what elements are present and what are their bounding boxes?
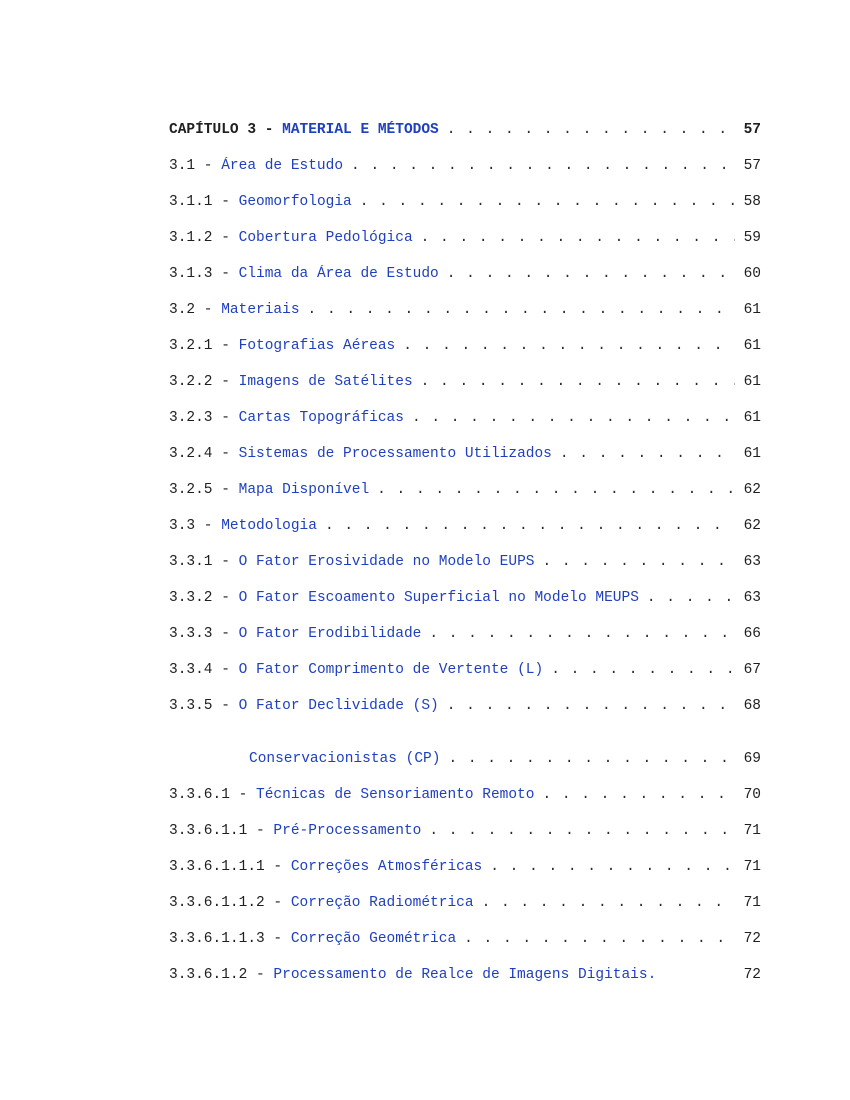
toc-entry[interactable] xyxy=(169,820,761,856)
toc-entry[interactable] xyxy=(169,695,761,731)
section-title[interactable]: Cobertura Pedológica xyxy=(238,230,413,246)
dot-leader xyxy=(325,517,735,535)
toc-entry[interactable] xyxy=(169,928,761,964)
section-number: 3.3.2 - xyxy=(169,590,239,606)
section-number: 3.3.6.1.1.3 - xyxy=(169,931,291,947)
page-number: 61 xyxy=(743,302,761,318)
page-number: 62 xyxy=(743,482,761,498)
section-number: 3.2.4 - xyxy=(169,446,239,462)
section-title[interactable]: Correções Atmosféricas xyxy=(290,859,483,875)
toc-entry[interactable] xyxy=(169,587,761,623)
page-number: 60 xyxy=(743,266,761,282)
dot-leader xyxy=(421,229,735,247)
toc-entry[interactable] xyxy=(169,407,761,443)
dot-leader xyxy=(308,301,735,319)
section-title[interactable]: O Fator Declividade (S) xyxy=(238,698,439,714)
section-number: 3.1.2 - xyxy=(169,230,239,246)
page-number: 58 xyxy=(743,194,761,210)
section-number: 3.3 - xyxy=(169,518,222,534)
section-title[interactable]: O Fator Erodibilidade xyxy=(238,626,422,642)
dot-leader xyxy=(448,750,735,768)
toc-entry[interactable] xyxy=(169,443,761,479)
section-number: 3.3.6.1 - xyxy=(169,787,257,803)
section-number: 3.3.3 - xyxy=(169,626,239,642)
section-number: 3.2.2 - xyxy=(169,374,239,390)
section-number: 3.1 - xyxy=(169,158,222,174)
toc-entry[interactable] xyxy=(169,623,761,659)
toc-entry[interactable] xyxy=(169,515,761,551)
dot-leader xyxy=(429,822,735,840)
section-title[interactable]: O Fator Erosividade no Modelo EUPS xyxy=(238,554,535,570)
toc-entry[interactable] xyxy=(169,155,761,191)
section-number: 3.3.1 - xyxy=(169,554,239,570)
page-number: 67 xyxy=(743,662,761,678)
toc-entry[interactable] xyxy=(169,227,761,263)
section-title[interactable]: Técnicas de Sensoriamento Remoto xyxy=(256,787,535,803)
toc-entry[interactable] xyxy=(169,371,761,407)
page-number: 57 xyxy=(743,158,761,174)
toc-entry[interactable] xyxy=(169,784,761,820)
dot-leader xyxy=(490,858,735,876)
dot-leader xyxy=(412,409,735,427)
dot-leader xyxy=(542,786,735,804)
dot-leader xyxy=(647,589,735,607)
page-number: 72 xyxy=(743,931,761,947)
dot-leader xyxy=(542,553,735,571)
section-title[interactable]: Correção Geométrica xyxy=(290,931,457,947)
section-title[interactable]: Área de Estudo xyxy=(221,158,344,174)
section-title[interactable]: Pré-Processamento xyxy=(273,823,422,839)
page-number: 66 xyxy=(743,626,761,642)
toc-entry[interactable] xyxy=(169,263,761,299)
page-number: 57 xyxy=(743,122,761,138)
dot-leader xyxy=(377,481,735,499)
toc-entry[interactable] xyxy=(169,335,761,371)
section-title[interactable]: Mapa Disponível xyxy=(238,482,370,498)
page-number: 61 xyxy=(743,374,761,390)
section-number: 3.2.1 - xyxy=(169,338,239,354)
section-title[interactable]: Processamento de Realce de Imagens Digitais. xyxy=(273,967,657,983)
toc-entry[interactable] xyxy=(169,731,761,784)
section-title[interactable]: O Fator Comprimento de Vertente (L) xyxy=(238,662,544,678)
page-number: 59 xyxy=(743,230,761,246)
section-title[interactable]: O Fator Escoamento Superficial no Modelo MEUPS xyxy=(238,590,639,606)
section-title[interactable]: Clima da Área de Estudo xyxy=(238,266,439,282)
section-number: CAPÍTULO 3 - xyxy=(169,122,283,138)
dot-leader xyxy=(447,265,735,283)
dot-leader xyxy=(360,193,735,211)
section-number: 3.2 - xyxy=(169,302,222,318)
toc-entry[interactable] xyxy=(169,479,761,515)
toc-entry[interactable] xyxy=(169,856,761,892)
section-number: 3.3.6.1.2 - xyxy=(169,967,274,983)
dot-leader xyxy=(447,697,735,715)
section-title[interactable]: Geomorfologia xyxy=(238,194,352,210)
section-number: 3.3.5 - xyxy=(169,698,239,714)
toc-entry[interactable] xyxy=(169,191,761,227)
section-number: 3.1.3 - xyxy=(169,266,239,282)
toc-entry[interactable] xyxy=(169,119,761,155)
section-title[interactable]: Correção Radiométrica xyxy=(290,895,474,911)
dot-leader xyxy=(403,337,735,355)
section-number: 3.3.6.1.1 - xyxy=(169,823,274,839)
page-number: 72 xyxy=(743,967,761,983)
section-title[interactable]: MATERIAL E MÉTODOS xyxy=(282,122,439,138)
page-number: 62 xyxy=(743,518,761,534)
section-number: 3.3.6.1.1.2 - xyxy=(169,895,291,911)
page-number: 63 xyxy=(743,554,761,570)
section-number: 3.3.6.1.1.1 - xyxy=(169,859,291,875)
toc-entry[interactable] xyxy=(169,299,761,335)
table-of-contents xyxy=(169,119,761,1000)
section-number: 3.1.1 - xyxy=(169,194,239,210)
dot-leader xyxy=(551,661,735,679)
section-title[interactable]: Sistemas de Processamento Utilizados xyxy=(238,446,552,462)
dot-leader xyxy=(447,121,735,139)
page-number: 61 xyxy=(743,410,761,426)
page-number: 71 xyxy=(743,895,761,911)
toc-entry[interactable] xyxy=(169,964,761,1000)
section-title[interactable]: Metodologia xyxy=(221,518,317,534)
section-title[interactable]: Imagens de Satélites xyxy=(238,374,413,390)
dot-leader xyxy=(351,157,735,175)
toc-entry[interactable] xyxy=(169,659,761,695)
dot-leader xyxy=(429,625,735,643)
page-number: 61 xyxy=(743,446,761,462)
section-title[interactable]: Materiais xyxy=(221,302,300,318)
page-number: 63 xyxy=(743,590,761,606)
section-number: 3.3.4 - xyxy=(169,662,239,678)
page-number: 69 xyxy=(743,751,761,767)
section-title[interactable]: Fotografias Aéreas xyxy=(238,338,396,354)
page-number: 68 xyxy=(743,698,761,714)
page-number: 71 xyxy=(743,823,761,839)
page-number: 61 xyxy=(743,338,761,354)
page-number: 71 xyxy=(743,859,761,875)
page-number: 70 xyxy=(743,787,761,803)
dot-leader xyxy=(464,930,735,948)
section-title[interactable]: Cartas Topográficas xyxy=(238,410,404,426)
section-number: 3.2.5 - xyxy=(169,482,239,498)
dot-leader xyxy=(421,373,735,391)
dot-leader xyxy=(482,894,735,912)
section-title-continuation[interactable]: Conservacionistas (CP) xyxy=(249,751,441,767)
toc-entry[interactable] xyxy=(169,892,761,928)
dot-leader xyxy=(560,445,735,463)
section-number: 3.2.3 - xyxy=(169,410,239,426)
toc-entry[interactable] xyxy=(169,551,761,587)
